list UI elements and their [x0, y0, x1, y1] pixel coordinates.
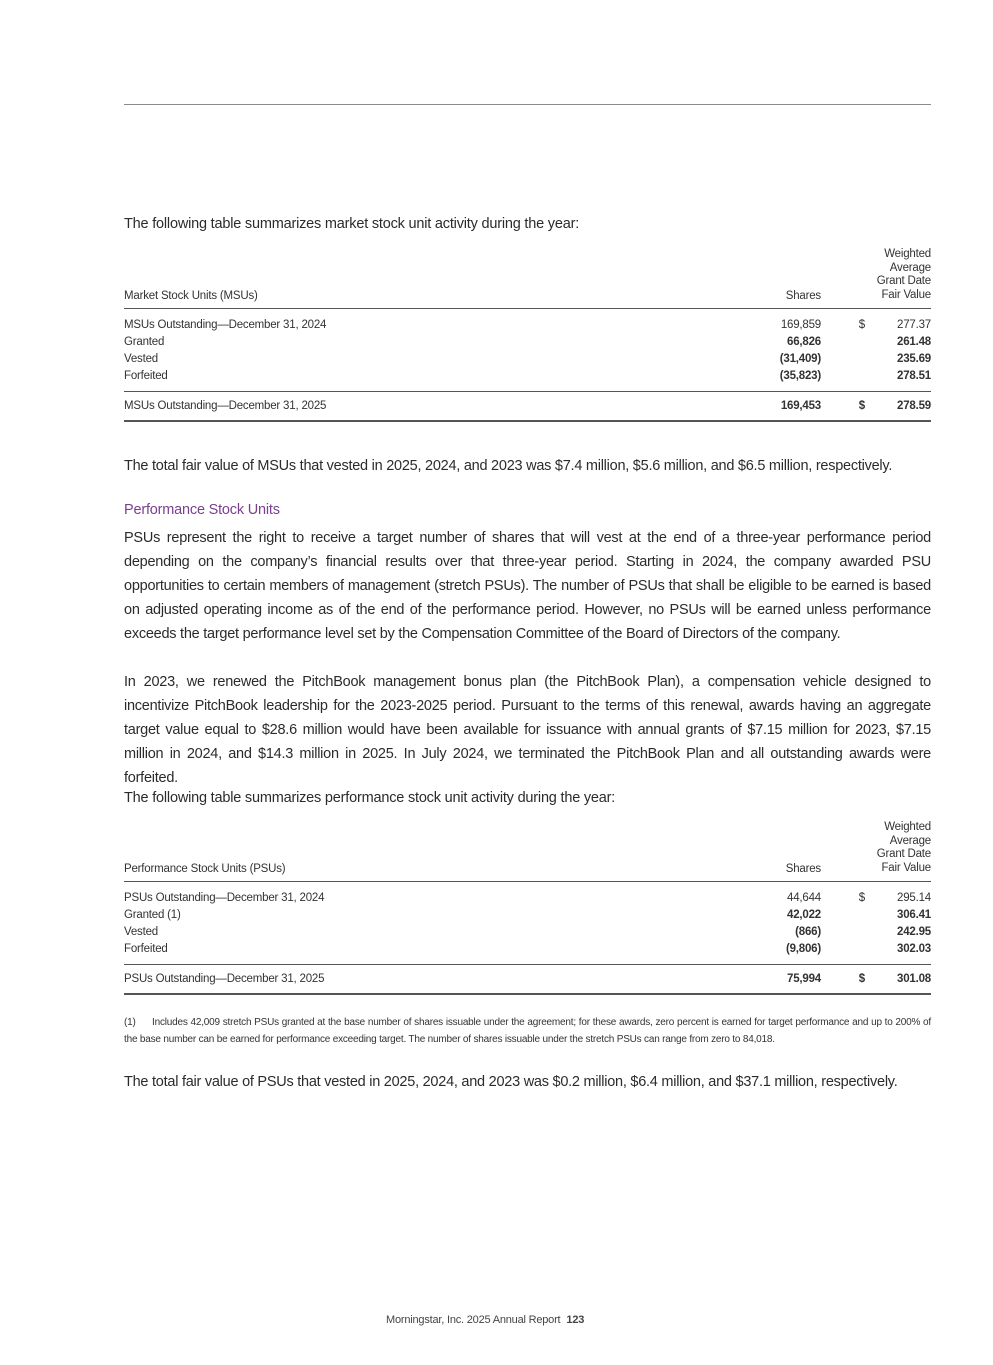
row-shares: 75,994 — [787, 973, 821, 985]
msu-header-shares: Shares — [785, 290, 821, 302]
msu-table-header — [124, 248, 931, 309]
row-label: PSUs Outstanding—December 31, 2025 — [124, 973, 325, 985]
row-label: Forfeited — [124, 370, 168, 382]
row-fair-value: 242.95 — [897, 926, 931, 938]
footnote-mark: (1) — [124, 1017, 136, 1028]
row-dollar-sign: $ — [858, 892, 865, 904]
row-dollar-sign: $ — [858, 973, 865, 985]
psu-paragraph-2: In 2023, we renewed the PitchBook management bonus plan (the PitchBook Plan), a compensation vehicle designed to incentivize PitchBook leadership for the 2023-2025 period. Pursuant to the terms of this renewal, awards having an aggregate target value equal to $28.6 million would have been available for issuance with annual grants of $7.15 million for 2023, $7.15 million in 2024, and $14.3 million in 2025. In July 2024, we terminated the PitchBook Plan and all outstanding awards were forfeited. — [124, 674, 931, 786]
psu-table-body — [124, 882, 931, 965]
row-label: MSUs Outstanding—December 31, 2025 — [124, 400, 327, 412]
row-shares: 44,644 — [787, 892, 821, 904]
msu-table-body — [124, 309, 931, 392]
row-fair-value: 301.08 — [897, 973, 931, 985]
psu-table-header — [124, 821, 931, 882]
psu-header-label: Performance Stock Units (PSUs) — [124, 863, 286, 875]
row-shares: (35,823) — [779, 370, 821, 382]
table-row — [124, 368, 931, 385]
msu-header-line: Grant Date — [876, 275, 931, 287]
psu-section-heading: Performance Stock Units — [124, 502, 280, 518]
row-shares: (9,806) — [785, 943, 821, 955]
psu-header-line: Fair Value — [881, 861, 931, 874]
row-dollar-sign: $ — [858, 400, 865, 412]
psu-header-line: Average — [889, 834, 931, 847]
row-shares: 66,826 — [787, 336, 821, 348]
row-label: Forfeited — [124, 943, 168, 955]
row-shares: (31,409) — [779, 353, 821, 365]
psu-intro-text: The following table summarizes performance stock unit activity during the year: — [124, 790, 616, 806]
psu-header-fair-value — [877, 821, 931, 875]
psu-table — [124, 821, 931, 995]
footer-text: Morningstar, Inc. 2025 Annual Report — [386, 1314, 561, 1326]
row-fair-value: 295.14 — [897, 892, 931, 904]
row-label: Granted (1) — [124, 909, 181, 921]
msu-header-line: Average — [889, 261, 931, 274]
msu-header-label: Market Stock Units (MSUs) — [124, 290, 258, 302]
psu-paragraph-1: PSUs represent the right to receive a target number of shares that will vest at the end of a three-year performance period depending on the company’s financial results over that three-year period. Starting in 2024, the company awarded PSU opportunities to certain members of management (stretch PSUs). The number of PSUs that shall be eligible to be earned is based on adjusted operating income as of the end of the performance period. However, no PSUs will be earned unless performance exceeds the target performance level set by the Compensation Committee of the Board of Directors of the company. — [124, 530, 931, 642]
psu-fair-value-text: The total fair value of PSUs that vested in 2025, 2024, and 2023 was $0.2 million, $6.4 million, and $37.1 million, respectively. — [124, 1074, 898, 1090]
row-label: Vested — [124, 926, 158, 938]
table-row — [124, 890, 931, 907]
row-fair-value: 277.37 — [897, 319, 931, 331]
msu-header-line: Fair Value — [881, 288, 931, 301]
row-shares: 169,859 — [780, 319, 821, 331]
page-footer — [386, 1314, 584, 1326]
row-fair-value: 302.03 — [897, 943, 931, 955]
row-label: Vested — [124, 353, 158, 365]
psu-footnote — [124, 1014, 931, 1048]
psu-header-shares: Shares — [785, 863, 821, 875]
footnote-text: Includes 42,009 stretch PSUs granted at the base number of shares issuable under the agreement; for these awards, zero percent is earned for target performance and up to 200% of the base number can be earned for performance exceeding target. The number of shares issuable under the stretch PSUs can range from zero to 84,018. — [124, 1017, 931, 1045]
msu-header-line: Weighted — [884, 248, 931, 260]
row-shares: 42,022 — [787, 909, 821, 921]
row-fair-value: 278.59 — [897, 400, 931, 412]
psu-total-row — [124, 965, 931, 995]
row-label: MSUs Outstanding—December 31, 2024 — [124, 319, 327, 331]
row-fair-value: 235.69 — [897, 353, 931, 365]
page-number: 123 — [566, 1314, 585, 1326]
table-row — [124, 924, 931, 941]
row-fair-value: 306.41 — [897, 909, 931, 921]
row-shares: (866) — [795, 926, 821, 938]
row-fair-value: 278.51 — [897, 370, 931, 382]
psu-header-line: Weighted — [884, 821, 931, 833]
msu-table — [124, 248, 931, 422]
psu-header-line: Grant Date — [876, 848, 931, 860]
row-dollar-sign: $ — [858, 319, 865, 331]
table-row — [124, 351, 931, 368]
document-page — [124, 0, 931, 1365]
msu-total-row — [124, 392, 931, 422]
table-row — [124, 907, 931, 924]
table-row — [124, 334, 931, 351]
row-fair-value: 261.48 — [897, 336, 931, 348]
msu-intro-text: The following table summarizes market stock unit activity during the year: — [124, 216, 580, 232]
row-label: PSUs Outstanding—December 31, 2024 — [124, 892, 325, 904]
row-shares: 169,453 — [780, 400, 821, 412]
table-row — [124, 317, 931, 334]
top-divider — [124, 104, 931, 105]
msu-fair-value-text: The total fair value of MSUs that vested in 2025, 2024, and 2023 was $7.4 million, $5.6 million, and $6.5 million, respectively. — [124, 458, 893, 474]
msu-header-fair-value — [877, 248, 931, 302]
row-label: Granted — [124, 336, 165, 348]
table-row — [124, 941, 931, 958]
